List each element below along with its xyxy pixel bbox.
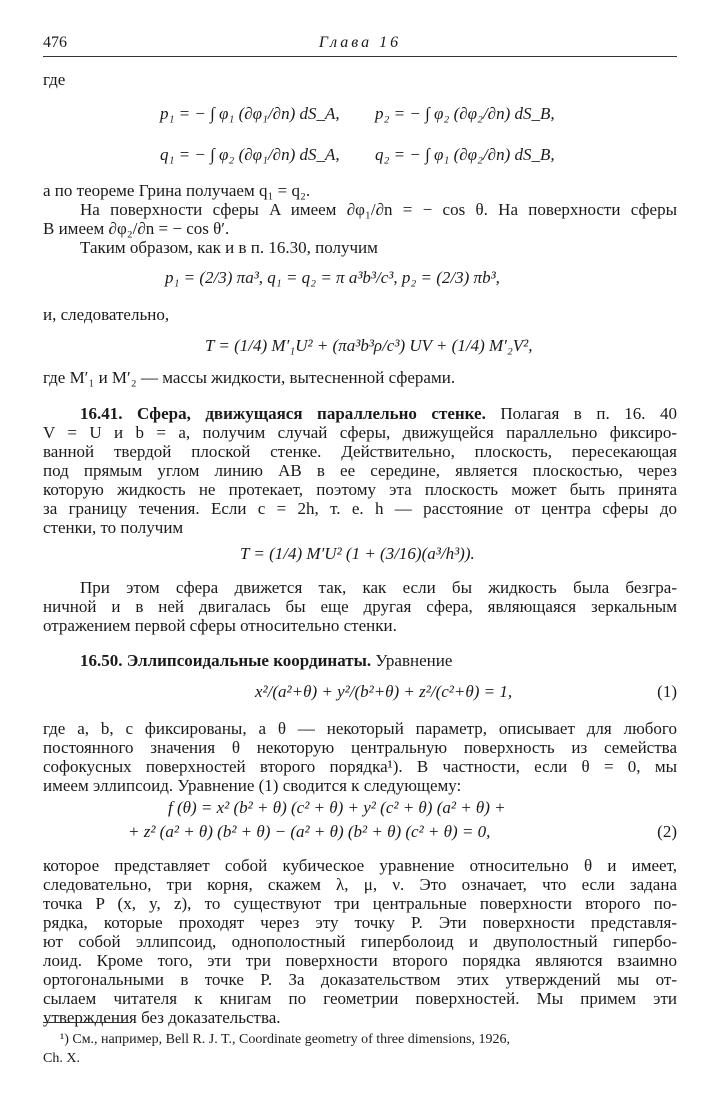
text-line: ванной твердой плоской стенке. Действительно, плоскость, пересекающая [43,442,677,461]
text-line: которую жидкость не протекает, поэтому эта плоскость может быть принята [43,480,677,499]
formula-equation-2a: f (θ) = x² (b² + θ) (c² + θ) + y² (c² + θ) (a² + θ) + [168,798,506,817]
text-line: за границу течения. Если c = 2h, т. е. h — расстояние от центра сферы до [43,499,677,518]
text-line: рядка, которые проходят через эту точку P. Эти поверхности представля- [43,913,677,932]
formula-p2: p₂ = − ∫ φ₂ (∂φ₂/∂n) dS_B, [375,104,555,123]
text-line: На поверхности сферы A имеем ∂φ₁/∂n = − cos θ. На поверхности сферы [80,200,677,219]
text-line: постоянного значения θ некоторую центральную поверхность из семейства [43,738,677,757]
section-heading-16-41 [80,404,677,424]
equation-number: (1) [657,682,677,701]
footnote-line: Ch. X. [43,1051,80,1066]
text-line: сылаем читателя к книгам по геометрии поверхностей. Мы примем эти [43,989,677,1008]
text-line: V = U и b = a, получим случай сферы, движущейся параллельно фиксиро- [43,423,677,442]
text-line: точка P (x, y, z), то существуют три центральные поверхности второго по- [43,894,677,913]
text-line: лоид. Кроме того, эти три поверхности второго порядка являются взаимно [43,951,677,970]
section-heading-16-50 [80,651,677,671]
text-line: где [43,70,66,89]
text-line: и, следовательно, [43,305,170,324]
text-line: При этом сфера движется так, как если бы жидкость была безгра- [80,578,677,597]
text-line: ортогональными в точке P. За доказательством этих утверждений мы от- [43,970,677,989]
chapter-title: Глава 16 [318,34,402,51]
text-line: которое представляет собой кубическое уравнение относительно θ и имеет, [43,856,677,875]
text-line: ют собой эллипсоид, однополостный гиперболоид и двуполостный гипербо- [43,932,677,951]
text-line: стенки, то получим [43,518,184,537]
equation-number: (2) [657,822,677,841]
formula-wall-energy: T = (1/4) M′U² (1 + (3/16)(a³/h³)). [240,544,475,563]
text-line: Таким образом, как и в п. 16.30, получим [80,238,378,257]
formula-q2: q₂ = − ∫ φ₁ (∂φ₂/∂n) dS_B, [375,145,555,164]
text-line: B имеем ∂φ₂/∂n = − cos θ′. [43,219,230,238]
section-title: 16.41. Сфера, движущаяся параллельно стенке. [80,404,486,423]
text-line: имеем эллипсоид. Уравнение (1) сводится к следующему: [43,776,462,795]
text-line: следовательно, три корня, скажем λ, μ, ν. Это означает, что если задана [43,875,677,894]
footnote-line: ¹) См., например, Bell R. J. T., Coordinate geometry of three dimensions, 1926, [60,1032,511,1047]
text-line: а по теореме Грина получаем q₁ = q₂. [43,181,311,200]
text-line: где M′₁ и M′₂ — массы жидкости, вытесненной сферами. [43,368,456,387]
section-title: 16.50. Эллипсоидальные координаты. [80,651,372,670]
text-line: софокусных поверхностей второго порядка¹). В частности, если θ = 0, мы [43,757,677,776]
running-header [43,32,677,57]
section-intro: Уравнение [375,651,453,670]
formula-equation-2b: + z² (a² + θ) (b² + θ) − (a² + θ) (b² + θ) (c² + θ) = 0, [128,822,491,841]
formula-p1: p₁ = − ∫ φ₁ (∂φ₁/∂n) dS_A, [160,104,340,123]
formula-p1-q-p2: p₁ = (2/3) πa³, q₁ = q₂ = π a³b³/c³, p₂ = (2/3) πb³, [165,268,500,287]
formula-q1: q₁ = − ∫ φ₂ (∂φ₁/∂n) dS_A, [160,145,340,164]
formula-equation-1: x²/(a²+θ) + y²/(b²+θ) + z²/(c²+θ) = 1, [255,682,513,701]
text-line: отражением первой сферы относительно стенки. [43,616,397,635]
footnote-rule [43,1022,129,1023]
text-line: утверждения без доказательства. [43,1008,281,1027]
text-line: где a, b, c фиксированы, а θ — некоторый параметр, описывает для любого [43,719,677,738]
text-line: ничной и в ней двигалась бы еще другая сфера, являющаяся зеркальным [43,597,677,616]
text-line: под прямым углом линию AB в ее середине, является плоскостью, через [43,461,677,480]
page-number: 476 [43,34,67,51]
section-intro: Полагая в п. 16. 40 [500,404,678,423]
formula-kinetic-energy: T = (1/4) M′₁U² + (πa³b³ρ/c³) UV + (1/4) M′₂V², [205,336,533,355]
